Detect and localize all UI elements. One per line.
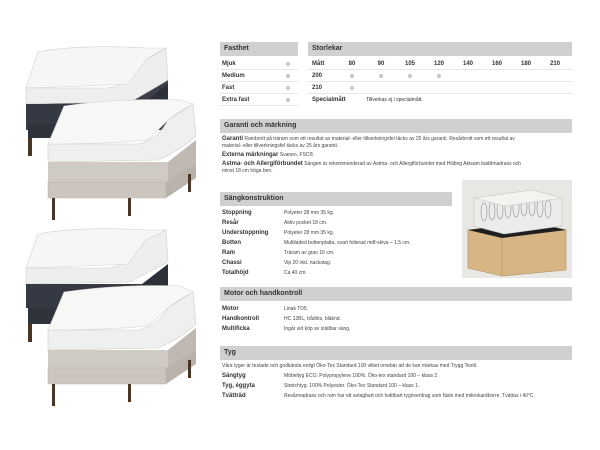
sizes-header: Storlekar — [308, 42, 572, 56]
fabric-intro: Våra tyger är testade och godkända enligt Öko-Tex Standard 100 vilket innebär att de kan märkas med Trygg Textil. — [222, 363, 478, 369]
warranty-label: Garanti — [222, 136, 244, 142]
size-width: 140 — [462, 61, 473, 67]
fabric-value: Möbeltyg ECO. Polypropylene 100%. Öko-tex standard 100 – klass 2. — [284, 373, 439, 379]
firmness-label: Medium — [222, 73, 245, 79]
motor-table — [222, 304, 572, 336]
size-width: 180 — [520, 61, 531, 67]
construction-label: Ram — [222, 250, 236, 256]
motor-label: Motor — [222, 306, 239, 312]
special-size-label: Specialmått — [312, 97, 346, 103]
fabric-label: Tvätträd — [222, 393, 246, 399]
external-marks-label: Externa märkningar — [222, 152, 279, 158]
size-available-dot — [350, 86, 354, 90]
firmness-dot — [286, 86, 290, 90]
construction-label: Botten — [222, 240, 241, 246]
warranty-text-2: material- eller tillverkningsfel täcks av 25 års garanti. — [222, 143, 339, 149]
sizes-row — [308, 82, 572, 94]
firmness-label: Fast — [222, 85, 235, 91]
fabric-table — [222, 371, 572, 403]
firmness-dot — [286, 74, 290, 78]
size-available-dot — [350, 74, 354, 78]
construction-value: Polyeter 28 mm 35 kg. — [284, 210, 335, 216]
motor-value: Linak TD5. — [284, 306, 309, 312]
construction-value: Aktiv pocket 18 cm. — [284, 220, 328, 226]
size-width: 160 — [491, 61, 502, 67]
construction-label: Understoppning — [222, 230, 269, 236]
astma-text: Sängen är rekommenderad av Astma- och Allergiförbundet med Hilding Aktsam bäddmadrass och — [304, 161, 521, 167]
sizes-col-header-row — [308, 58, 572, 70]
external-marks-text: Svanen, FSC®. — [279, 152, 315, 158]
firmness-label: Extra fast — [222, 97, 250, 103]
bed-beige-top — [48, 100, 196, 220]
size-length: 200 — [312, 73, 323, 79]
astma-text-2: minst 18 cm höga ben. — [222, 168, 273, 174]
firmness-row — [220, 94, 298, 106]
construction-label: Totalhöjd — [222, 270, 249, 276]
special-size-row — [308, 94, 572, 106]
size-width: 105 — [404, 61, 415, 67]
fabric-label: Tyg, éggyta — [222, 383, 255, 389]
firmness-row — [220, 70, 298, 82]
size-length: 210 — [312, 85, 323, 91]
firmness-dot — [286, 98, 290, 102]
fabric-header: Tyg — [220, 346, 572, 360]
construction-label: Stoppning — [222, 210, 252, 216]
size-available-dot — [408, 74, 412, 78]
bed-images — [18, 40, 208, 420]
construction-table — [222, 208, 452, 280]
motor-header: Motor och handkontroll — [220, 287, 572, 301]
warranty-text: Rambrott på trärarn som ett resultat av material- eller tillverkningsfel täcks av 25 års garanti. Resårbrott som ett resultat av — [244, 136, 515, 142]
fabric-value: Resårmadrass och ram har ett avtagbart och tvättbart tygöverdrag som fästs med mikrokardborre. Tvättas i 40°C. — [284, 393, 535, 399]
warranty-section — [222, 136, 572, 175]
mattress-cutaway-image — [462, 180, 572, 278]
warranty-header: Garanti och märkning — [220, 119, 572, 133]
fabric-value: Stretchtyg. 100% Polyester. Öko-Tex Standard 100 – klass 1. — [284, 383, 420, 389]
size-available-dot — [437, 74, 441, 78]
motor-value: HC 12BL, trådlös, bläknd. — [284, 316, 341, 322]
construction-value: Polyeter 28 mm 35 kg. — [284, 230, 335, 236]
firmness-row — [220, 58, 298, 70]
sizes-col-label: Mått — [312, 61, 325, 67]
construction-value: Multiladed bottenplatta, svart folierad mdf-skiva – 1,5 cm. — [284, 240, 411, 246]
special-size-text: Tillverkas ej i specialmått. — [366, 97, 423, 103]
firmness-row — [220, 82, 298, 94]
construction-value: Ca 40 cm. — [284, 270, 307, 276]
motor-label: Handkontroll — [222, 316, 259, 322]
size-width: 120 — [433, 61, 444, 67]
bed-beige-bottom — [48, 286, 196, 406]
astma-label: Astma- och Allergiförbundet — [222, 161, 303, 167]
motor-value: Ingår vid köp av ställbar säng. — [284, 326, 351, 332]
construction-header: Sängkonstruktion — [220, 192, 452, 206]
construction-value: Vip 20 inkl. nackstag. — [284, 260, 332, 266]
motor-label: Multificka — [222, 326, 250, 332]
firmness-header: Fasthet — [220, 42, 298, 56]
construction-label: Chassi — [222, 260, 242, 266]
size-width: 80 — [348, 61, 356, 67]
firmness-dot — [286, 62, 290, 66]
adjustable-beds-illustration — [18, 40, 208, 420]
sizes-row — [308, 70, 572, 82]
size-width: 90 — [377, 61, 385, 67]
construction-value: Träram av gran 16 cm. — [284, 250, 335, 256]
size-available-dot — [379, 74, 383, 78]
fabric-label: Sängtyg — [222, 373, 246, 379]
construction-label: Resår — [222, 220, 239, 226]
size-width: 210 — [549, 61, 560, 67]
firmness-label: Mjuk — [222, 61, 236, 67]
